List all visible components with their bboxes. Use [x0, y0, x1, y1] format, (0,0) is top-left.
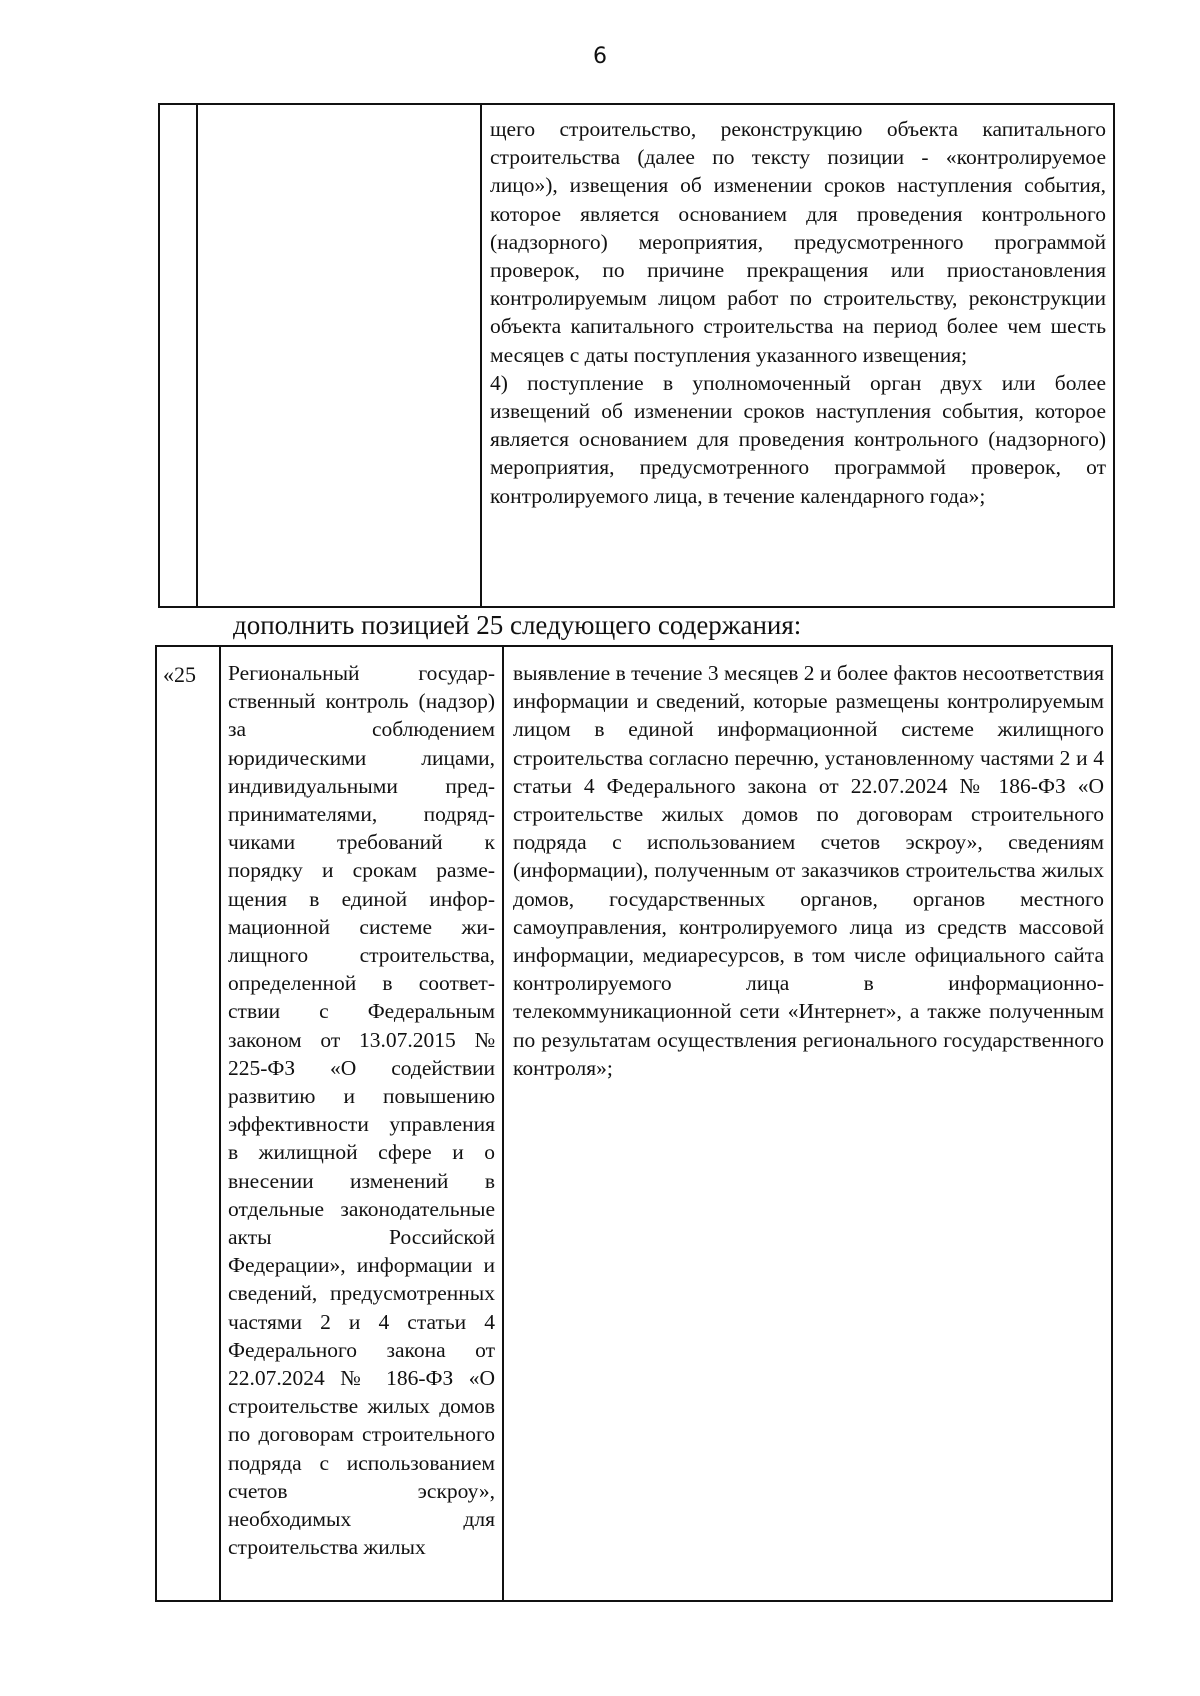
continuation-table: [158, 103, 1115, 608]
table-row: [159, 104, 1114, 607]
control-type-cell: [197, 104, 481, 607]
continuation-paragraph-2: 4) поступление в уполномоченный орган двух или более извещений об изменении сроков наступления события, которое является основанием для проведения контрольного (надзорного) мероприятия, предусмотренного программой проверок, от контролируемого лица, в течение календарного года»;: [490, 370, 1106, 508]
position-number: «25: [163, 662, 196, 687]
amendment-instruction: дополнить позицией 25 следующего содержания:: [233, 610, 802, 640]
risk-indicator-cell: [503, 646, 1112, 1601]
control-type-text: Региональный государственный контроль (надзор) за соблюдением юридическими лицами, индивидуальными предпринимателями, подрядчиками требований к порядку и срокам размещения в единой информационной системе жилищного строительства, определенной в соответствии с Федеральным законом от 13.07.2015 № 225-ФЗ «О содействии развитию и повышению эффективности управления в жилищной сфере и о внесении изменений в отдельные законодательные акты Российской Федерации», информации и сведений, предусмотренных частями 2 и 4 статьи 4 Федерального закона от 22.07.2024 № 186-ФЗ «О строительстве жилых домов по договорам строительного подряда с использованием счетов эскроу», необходимых для строительства жилых: [228, 661, 495, 1560]
position-25-table: [155, 645, 1113, 1602]
table-row: [156, 646, 1112, 1601]
position-number-cell: [159, 104, 197, 607]
continuation-paragraph-1: щего строительство, реконструкцию объекта капитального строительства (далее по тексту позиции - «контролируемое лицо»), извещения об изменении сроков наступления события, которое является основанием для проведения контрольного (надзорного) мероприятия, предусмотренного программой проверок, по причине прекращения или приостановления контролируемым лицом работ по строительству, реконструкции объекта капитального строительства на период более чем шесть месяцев с даты поступления указанного извещения;: [490, 117, 1106, 367]
risk-indicator-text: выявление в течение 3 месяцев 2 и более фактов несоответствия информации и сведений, которые размещены контролируемым лицом в единой информационной системе жилищного строительства согласно перечню, установленному частями 2 и 4 статьи 4 Федерального закона от 22.07.2024 № 186-ФЗ «О строительстве жилых домов по договорам строительного подряда с использованием счетов эскроу», сведениям (информации), полученным от заказчиков строительства жилых домов, государственных органов, органов местного самоуправления, контролируемого лица из средств массовой информации, медиаресурсов, в том числе официального сайта контролируемого лица в информационно-телекоммуникационной сети «Интернет», а также полученным по результатам осуществления регионального государственного контроля»;: [513, 661, 1104, 1080]
risk-indicator-cell: [481, 104, 1114, 607]
position-number-cell: [156, 646, 220, 1601]
control-type-cell: [220, 646, 503, 1601]
page-number: 6: [593, 44, 607, 69]
